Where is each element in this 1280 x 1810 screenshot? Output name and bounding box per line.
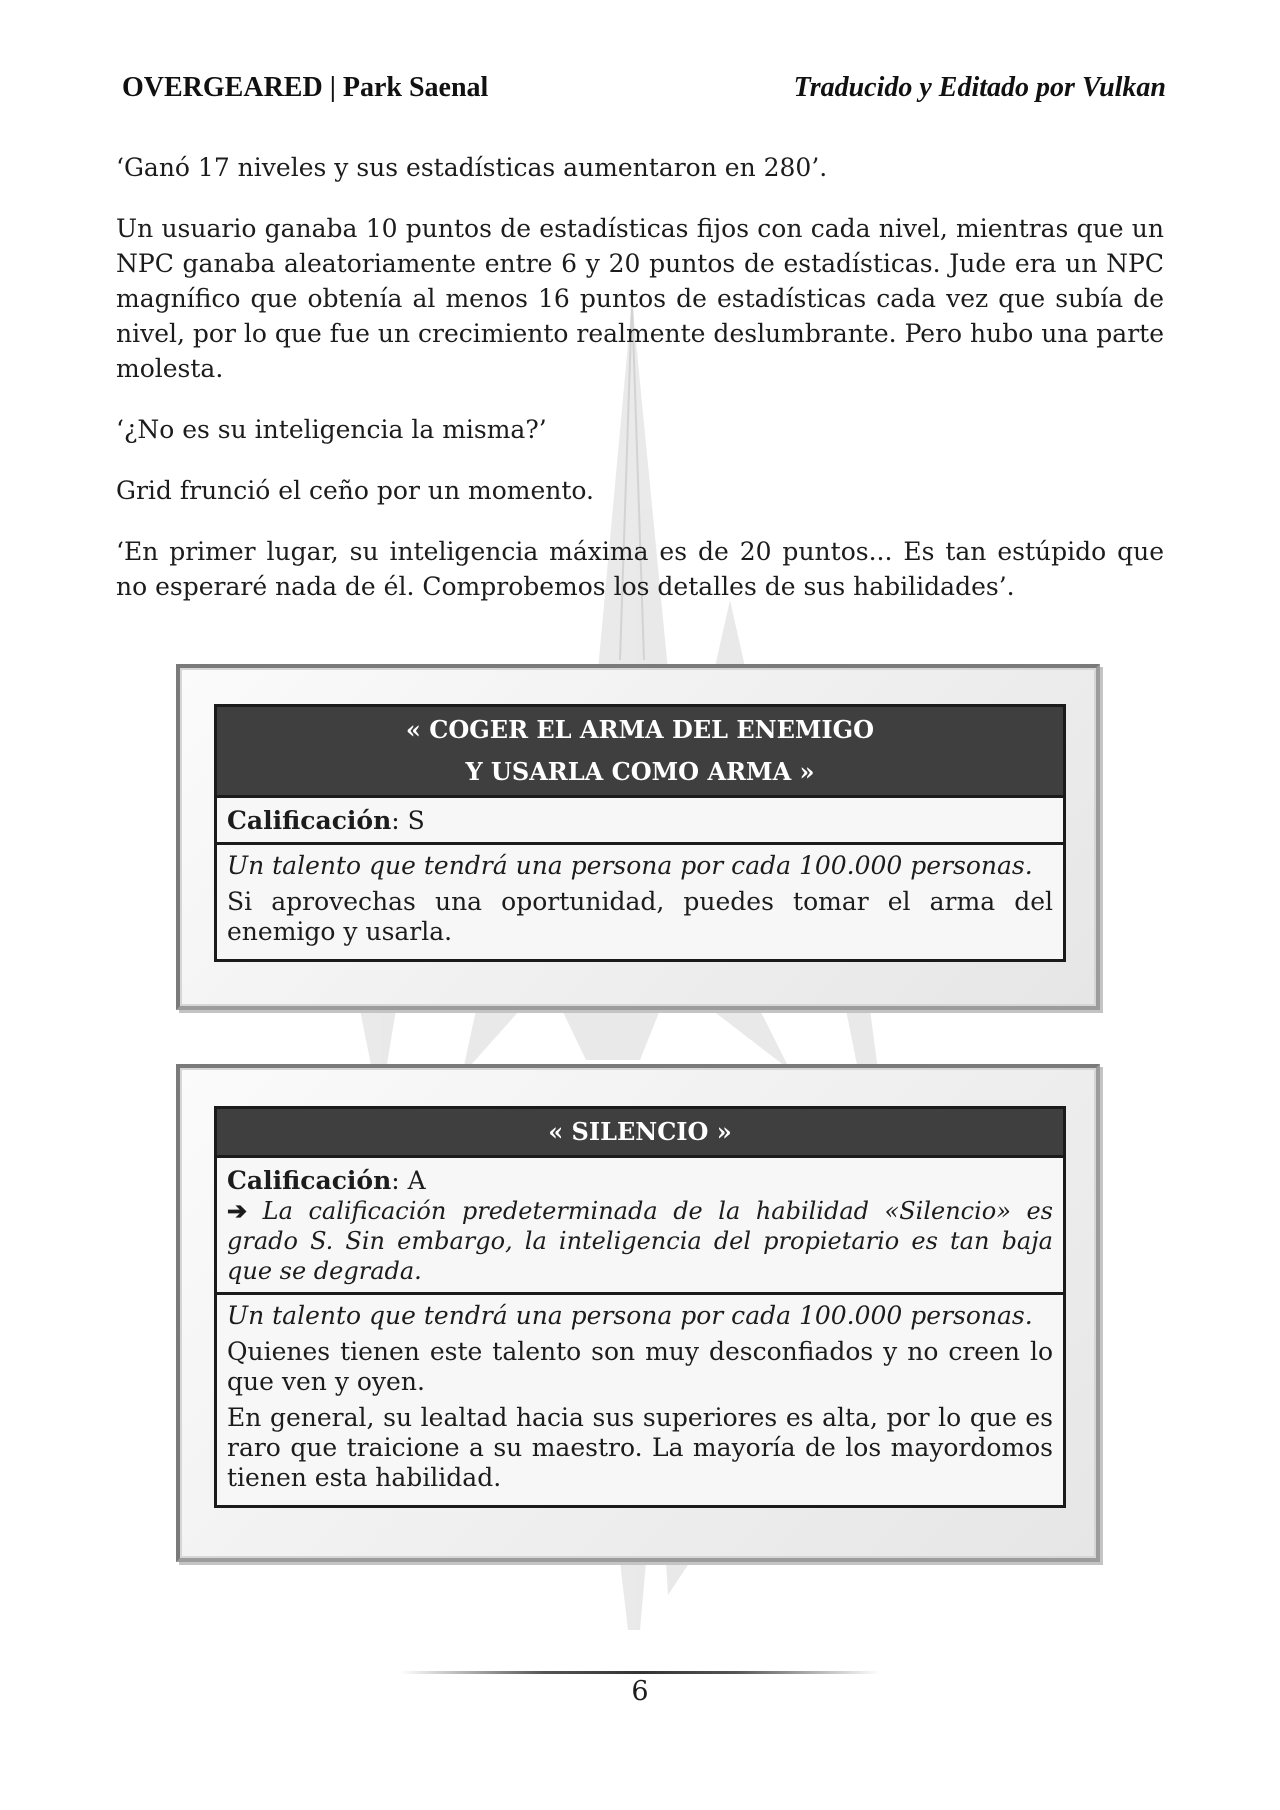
grade-note-text: La calificación predeterminada de la habilidad «Silencio» es grado S. Sin embargo, la inteligencia del propietario es tan baja que se degrada. xyxy=(227,1197,1053,1285)
paragraph: ‘Ganó 17 niveles y sus estadísticas aumentaron en 280’. xyxy=(116,153,828,182)
body-text xyxy=(116,150,1164,630)
grade-label: Calificación xyxy=(227,1166,392,1195)
skill-description-text: Si aprovechas una oportunidad, puedes tomar el arma del enemigo y usarla. xyxy=(227,887,1053,946)
skill-panel-silencio xyxy=(176,1064,1100,1562)
page-number: 6 xyxy=(631,1676,649,1707)
skill-box xyxy=(214,704,1066,962)
skill-title-line: Y USARLA COMO ARMA » xyxy=(465,757,815,786)
paragraph: Grid frunció el ceño por un momento. xyxy=(116,476,594,505)
skill-grade xyxy=(217,1158,1063,1295)
skill-grade xyxy=(217,798,1063,845)
footer-divider xyxy=(400,1671,880,1674)
grade-value: : S xyxy=(391,806,425,835)
skill-description-text: Quienes tienen este talento son muy desconfiados y no creen lo que ven y oyen. xyxy=(227,1337,1053,1396)
skill-description xyxy=(217,1295,1063,1505)
skill-title xyxy=(217,707,1063,798)
paragraph: Un usuario ganaba 10 puntos de estadísticas fijos con cada nivel, mientras que un NPC ganaba aleatoriamente entre 6 y 20 puntos de estadísticas. Jude era un NPC magnífico que obtenía al menos 16 puntos de estadísticas cada vez que subía de nivel, por lo que fue un crecimiento realmente deslumbrante. Pero hubo una parte molesta. xyxy=(116,214,1164,383)
header-book-author: OVERGEARED | Park Saenal xyxy=(122,72,489,103)
paragraph: ‘¿No es su inteligencia la misma?’ xyxy=(116,415,547,444)
grade-value: : A xyxy=(391,1166,426,1195)
arrow-right-icon: ➔ xyxy=(227,1196,248,1225)
header-translator-credit: Traducido y Editado por Vulkan xyxy=(793,72,1166,103)
paragraph: ‘En primer lugar, su inteligencia máxima es de 20 puntos... Es tan estúpido que no esperaré nada de él. Comprobemos los detalles de sus habilidades’. xyxy=(116,537,1164,601)
skill-description xyxy=(217,845,1063,959)
page-header xyxy=(122,72,1166,104)
skill-flavor-text: Un talento que tendrá una persona por cada 100.000 personas. xyxy=(227,851,1033,880)
grade-note xyxy=(227,1196,1053,1286)
skill-flavor-text: Un talento que tendrá una persona por cada 100.000 personas. xyxy=(227,1301,1033,1330)
skill-title-line: « COGER EL ARMA DEL ENEMIGO xyxy=(405,715,875,744)
skill-box xyxy=(214,1106,1066,1508)
skill-title: « SILENCIO » xyxy=(217,1109,1063,1158)
skill-panel-coger-arma xyxy=(176,664,1100,1010)
skill-description-text: En general, su lealtad hacia sus superiores es alta, por lo que es raro que traicione a su maestro. La mayoría de los mayordomos tienen esta habilidad. xyxy=(227,1403,1053,1492)
grade-label: Calificación xyxy=(227,806,392,835)
